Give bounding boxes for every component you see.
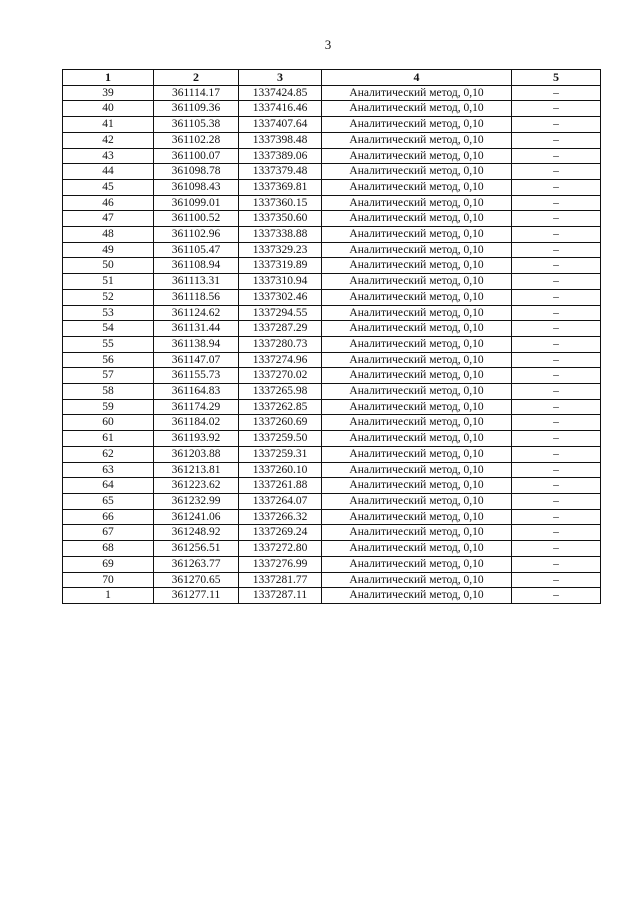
table-row <box>63 274 601 290</box>
point-number-cell: 58 <box>63 384 154 400</box>
method-accuracy-cell: Аналитический метод, 0,10 <box>322 274 512 290</box>
x-coordinate-cell: 361109.36 <box>154 101 239 117</box>
note-cell: – <box>512 179 601 195</box>
table-row <box>63 399 601 415</box>
note-cell: – <box>512 164 601 180</box>
y-coordinate-cell: 1337287.11 <box>239 588 322 604</box>
y-coordinate-cell: 1337274.96 <box>239 352 322 368</box>
x-coordinate-cell: 361113.31 <box>154 274 239 290</box>
point-number-cell: 54 <box>63 321 154 337</box>
method-accuracy-cell: Аналитический метод, 0,10 <box>322 132 512 148</box>
note-cell: – <box>512 541 601 557</box>
x-coordinate-cell: 361098.78 <box>154 164 239 180</box>
x-coordinate-cell: 361193.92 <box>154 431 239 447</box>
note-cell: – <box>512 258 601 274</box>
table-row <box>63 195 601 211</box>
note-cell: – <box>512 384 601 400</box>
table-row <box>63 321 601 337</box>
table-row <box>63 525 601 541</box>
point-number-cell: 51 <box>63 274 154 290</box>
column-header-2: 2 <box>154 70 239 86</box>
x-coordinate-cell: 361184.02 <box>154 415 239 431</box>
y-coordinate-cell: 1337287.29 <box>239 321 322 337</box>
note-cell: – <box>512 399 601 415</box>
point-number-cell: 48 <box>63 227 154 243</box>
column-header-5: 5 <box>512 70 601 86</box>
note-cell: – <box>512 274 601 290</box>
point-number-cell: 56 <box>63 352 154 368</box>
x-coordinate-cell: 361164.83 <box>154 384 239 400</box>
x-coordinate-cell: 361100.52 <box>154 211 239 227</box>
y-coordinate-cell: 1337280.73 <box>239 336 322 352</box>
x-coordinate-cell: 361232.99 <box>154 493 239 509</box>
x-coordinate-cell: 361099.01 <box>154 195 239 211</box>
x-coordinate-cell: 361241.06 <box>154 509 239 525</box>
point-number-cell: 63 <box>63 462 154 478</box>
point-number-cell: 42 <box>63 132 154 148</box>
table-row <box>63 462 601 478</box>
x-coordinate-cell: 361277.11 <box>154 588 239 604</box>
method-accuracy-cell: Аналитический метод, 0,10 <box>322 305 512 321</box>
y-coordinate-cell: 1337360.15 <box>239 195 322 211</box>
table-row <box>63 117 601 133</box>
note-cell: – <box>512 132 601 148</box>
point-number-cell: 53 <box>63 305 154 321</box>
point-number-cell: 44 <box>63 164 154 180</box>
y-coordinate-cell: 1337398.48 <box>239 132 322 148</box>
note-cell: – <box>512 336 601 352</box>
method-accuracy-cell: Аналитический метод, 0,10 <box>322 227 512 243</box>
method-accuracy-cell: Аналитический метод, 0,10 <box>322 509 512 525</box>
method-accuracy-cell: Аналитический метод, 0,10 <box>322 352 512 368</box>
point-number-cell: 46 <box>63 195 154 211</box>
method-accuracy-cell: Аналитический метод, 0,10 <box>322 588 512 604</box>
y-coordinate-cell: 1337261.88 <box>239 478 322 494</box>
y-coordinate-cell: 1337294.55 <box>239 305 322 321</box>
table-row <box>63 431 601 447</box>
point-number-cell: 64 <box>63 478 154 494</box>
point-number-cell: 50 <box>63 258 154 274</box>
table-header-row <box>63 70 601 86</box>
point-number-cell: 43 <box>63 148 154 164</box>
note-cell: – <box>512 352 601 368</box>
y-coordinate-cell: 1337329.23 <box>239 242 322 258</box>
y-coordinate-cell: 1337262.85 <box>239 399 322 415</box>
column-header-4: 4 <box>322 70 512 86</box>
column-header-1: 1 <box>63 70 154 86</box>
x-coordinate-cell: 361256.51 <box>154 541 239 557</box>
note-cell: – <box>512 148 601 164</box>
note-cell: – <box>512 211 601 227</box>
method-accuracy-cell: Аналитический метод, 0,10 <box>322 242 512 258</box>
method-accuracy-cell: Аналитический метод, 0,10 <box>322 431 512 447</box>
note-cell: – <box>512 493 601 509</box>
x-coordinate-cell: 361248.92 <box>154 525 239 541</box>
page-number: 3 <box>324 37 332 52</box>
y-coordinate-cell: 1337369.81 <box>239 179 322 195</box>
x-coordinate-cell: 361270.65 <box>154 572 239 588</box>
method-accuracy-cell: Аналитический метод, 0,10 <box>322 289 512 305</box>
y-coordinate-cell: 1337259.31 <box>239 446 322 462</box>
point-number-cell: 52 <box>63 289 154 305</box>
table-row <box>63 227 601 243</box>
table-row <box>63 588 601 604</box>
point-number-cell: 60 <box>63 415 154 431</box>
note-cell: – <box>512 242 601 258</box>
y-coordinate-cell: 1337389.06 <box>239 148 322 164</box>
y-coordinate-cell: 1337270.02 <box>239 368 322 384</box>
table-row <box>63 148 601 164</box>
point-number-cell: 41 <box>63 117 154 133</box>
method-accuracy-cell: Аналитический метод, 0,10 <box>322 446 512 462</box>
x-coordinate-cell: 361124.62 <box>154 305 239 321</box>
method-accuracy-cell: Аналитический метод, 0,10 <box>322 493 512 509</box>
x-coordinate-cell: 361155.73 <box>154 368 239 384</box>
method-accuracy-cell: Аналитический метод, 0,10 <box>322 525 512 541</box>
point-number-cell: 1 <box>63 588 154 604</box>
x-coordinate-cell: 361174.29 <box>154 399 239 415</box>
method-accuracy-cell: Аналитический метод, 0,10 <box>322 179 512 195</box>
method-accuracy-cell: Аналитический метод, 0,10 <box>322 258 512 274</box>
x-coordinate-cell: 361147.07 <box>154 352 239 368</box>
note-cell: – <box>512 509 601 525</box>
x-coordinate-cell: 361223.62 <box>154 478 239 494</box>
method-accuracy-cell: Аналитический метод, 0,10 <box>322 478 512 494</box>
note-cell: – <box>512 588 601 604</box>
x-coordinate-cell: 361114.17 <box>154 85 239 101</box>
y-coordinate-cell: 1337310.94 <box>239 274 322 290</box>
method-accuracy-cell: Аналитический метод, 0,10 <box>322 399 512 415</box>
method-accuracy-cell: Аналитический метод, 0,10 <box>322 164 512 180</box>
table-row <box>63 384 601 400</box>
x-coordinate-cell: 361138.94 <box>154 336 239 352</box>
note-cell: – <box>512 525 601 541</box>
note-cell: – <box>512 195 601 211</box>
note-cell: – <box>512 368 601 384</box>
table-row <box>63 541 601 557</box>
method-accuracy-cell: Аналитический метод, 0,10 <box>322 148 512 164</box>
note-cell: – <box>512 227 601 243</box>
point-number-cell: 40 <box>63 101 154 117</box>
point-number-cell: 68 <box>63 541 154 557</box>
table-row <box>63 258 601 274</box>
table-row <box>63 572 601 588</box>
point-number-cell: 67 <box>63 525 154 541</box>
x-coordinate-cell: 361131.44 <box>154 321 239 337</box>
point-number-cell: 65 <box>63 493 154 509</box>
y-coordinate-cell: 1337260.69 <box>239 415 322 431</box>
method-accuracy-cell: Аналитический метод, 0,10 <box>322 384 512 400</box>
note-cell: – <box>512 446 601 462</box>
table-row <box>63 493 601 509</box>
table-row <box>63 289 601 305</box>
note-cell: – <box>512 101 601 117</box>
table-row <box>63 415 601 431</box>
note-cell: – <box>512 289 601 305</box>
point-number-cell: 47 <box>63 211 154 227</box>
y-coordinate-cell: 1337338.88 <box>239 227 322 243</box>
table-row <box>63 556 601 572</box>
y-coordinate-cell: 1337319.89 <box>239 258 322 274</box>
point-number-cell: 61 <box>63 431 154 447</box>
table-row <box>63 368 601 384</box>
y-coordinate-cell: 1337407.64 <box>239 117 322 133</box>
point-number-cell: 39 <box>63 85 154 101</box>
method-accuracy-cell: Аналитический метод, 0,10 <box>322 462 512 478</box>
method-accuracy-cell: Аналитический метод, 0,10 <box>322 541 512 557</box>
table-row <box>63 478 601 494</box>
table-row <box>63 305 601 321</box>
x-coordinate-cell: 361203.88 <box>154 446 239 462</box>
y-coordinate-cell: 1337302.46 <box>239 289 322 305</box>
method-accuracy-cell: Аналитический метод, 0,10 <box>322 195 512 211</box>
method-accuracy-cell: Аналитический метод, 0,10 <box>322 368 512 384</box>
note-cell: – <box>512 321 601 337</box>
point-number-cell: 57 <box>63 368 154 384</box>
table-row <box>63 509 601 525</box>
note-cell: – <box>512 478 601 494</box>
point-number-cell: 62 <box>63 446 154 462</box>
point-number-cell: 49 <box>63 242 154 258</box>
note-cell: – <box>512 431 601 447</box>
note-cell: – <box>512 462 601 478</box>
y-coordinate-cell: 1337260.10 <box>239 462 322 478</box>
table-row <box>63 85 601 101</box>
column-header-3: 3 <box>239 70 322 86</box>
y-coordinate-cell: 1337424.85 <box>239 85 322 101</box>
x-coordinate-cell: 361105.38 <box>154 117 239 133</box>
point-number-cell: 55 <box>63 336 154 352</box>
x-coordinate-cell: 361102.96 <box>154 227 239 243</box>
y-coordinate-cell: 1337259.50 <box>239 431 322 447</box>
method-accuracy-cell: Аналитический метод, 0,10 <box>322 336 512 352</box>
method-accuracy-cell: Аналитический метод, 0,10 <box>322 101 512 117</box>
x-coordinate-cell: 361098.43 <box>154 179 239 195</box>
point-number-cell: 70 <box>63 572 154 588</box>
x-coordinate-cell: 361263.77 <box>154 556 239 572</box>
point-number-cell: 69 <box>63 556 154 572</box>
y-coordinate-cell: 1337264.07 <box>239 493 322 509</box>
method-accuracy-cell: Аналитический метод, 0,10 <box>322 415 512 431</box>
x-coordinate-cell: 361118.56 <box>154 289 239 305</box>
note-cell: – <box>512 415 601 431</box>
x-coordinate-cell: 361105.47 <box>154 242 239 258</box>
y-coordinate-cell: 1337269.24 <box>239 525 322 541</box>
table-row <box>63 179 601 195</box>
table-row <box>63 211 601 227</box>
note-cell: – <box>512 556 601 572</box>
table-row <box>63 164 601 180</box>
method-accuracy-cell: Аналитический метод, 0,10 <box>322 211 512 227</box>
method-accuracy-cell: Аналитический метод, 0,10 <box>322 85 512 101</box>
table-row <box>63 446 601 462</box>
table-row <box>63 132 601 148</box>
method-accuracy-cell: Аналитический метод, 0,10 <box>322 556 512 572</box>
y-coordinate-cell: 1337276.99 <box>239 556 322 572</box>
y-coordinate-cell: 1337281.77 <box>239 572 322 588</box>
table-body <box>63 85 601 603</box>
coordinates-table <box>62 69 601 604</box>
note-cell: – <box>512 305 601 321</box>
note-cell: – <box>512 85 601 101</box>
y-coordinate-cell: 1337416.46 <box>239 101 322 117</box>
table-row <box>63 242 601 258</box>
note-cell: – <box>512 572 601 588</box>
table-row <box>63 352 601 368</box>
x-coordinate-cell: 361213.81 <box>154 462 239 478</box>
x-coordinate-cell: 361102.28 <box>154 132 239 148</box>
point-number-cell: 66 <box>63 509 154 525</box>
point-number-cell: 59 <box>63 399 154 415</box>
method-accuracy-cell: Аналитический метод, 0,10 <box>322 572 512 588</box>
x-coordinate-cell: 361100.07 <box>154 148 239 164</box>
table-row <box>63 336 601 352</box>
x-coordinate-cell: 361108.94 <box>154 258 239 274</box>
method-accuracy-cell: Аналитический метод, 0,10 <box>322 321 512 337</box>
point-number-cell: 45 <box>63 179 154 195</box>
y-coordinate-cell: 1337266.32 <box>239 509 322 525</box>
y-coordinate-cell: 1337265.98 <box>239 384 322 400</box>
y-coordinate-cell: 1337379.48 <box>239 164 322 180</box>
y-coordinate-cell: 1337272.80 <box>239 541 322 557</box>
y-coordinate-cell: 1337350.60 <box>239 211 322 227</box>
note-cell: – <box>512 117 601 133</box>
table-row <box>63 101 601 117</box>
method-accuracy-cell: Аналитический метод, 0,10 <box>322 117 512 133</box>
